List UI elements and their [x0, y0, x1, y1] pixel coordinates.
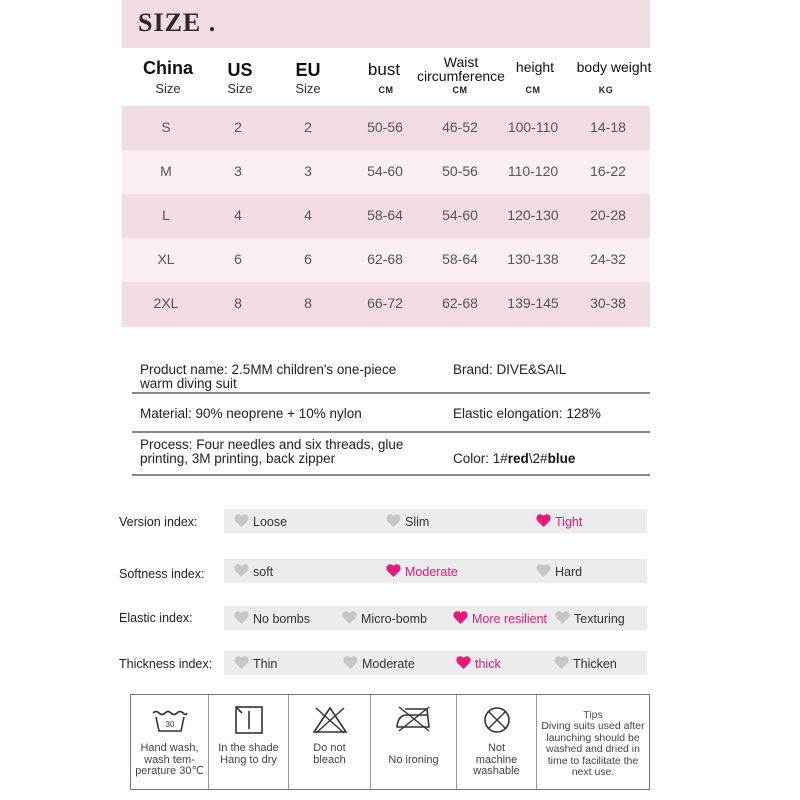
heart-icon — [536, 564, 551, 580]
divider — [132, 431, 650, 433]
cell-waist: 58-64 — [442, 251, 478, 267]
index-option — [234, 514, 287, 530]
cell-height: 130-138 — [507, 251, 559, 267]
header-bust-unit: CM — [378, 85, 394, 95]
index-option-label: thick — [475, 657, 501, 671]
care-no-ironing — [371, 695, 457, 789]
index-option-label: Texturing — [574, 612, 625, 626]
index-bar — [224, 509, 647, 533]
no-bleach-icon — [312, 705, 348, 735]
index-option-label: Thin — [253, 657, 278, 671]
index-option-label: soft — [253, 565, 274, 579]
cell-china: XL — [157, 251, 175, 267]
cell-us: 8 — [234, 295, 242, 311]
care-panel — [130, 694, 650, 790]
cell-bust: 62-68 — [367, 251, 403, 267]
index-option-selected — [386, 564, 458, 580]
cell-height: 120-130 — [507, 207, 559, 223]
process-line2: printing, 3M printing, back zipper — [140, 451, 336, 466]
cell-weight: 16-22 — [590, 163, 626, 179]
cell-height: 139-145 — [507, 295, 559, 311]
cell-waist: 54-60 — [442, 207, 478, 223]
cell-waist: 46-52 — [442, 119, 478, 135]
header-eu-sub: Size — [295, 81, 321, 96]
header-waist-line1: Waist — [443, 54, 479, 70]
cell-us: 2 — [234, 119, 242, 135]
index-option — [536, 564, 582, 580]
cell-eu: 8 — [304, 295, 312, 311]
cell-bust: 66-72 — [367, 295, 403, 311]
index-label: Version index: — [119, 515, 198, 529]
index-option-label: No bombs — [253, 612, 310, 626]
cell-eu: 6 — [304, 251, 312, 267]
no-ironing-text: No ironing — [388, 754, 439, 766]
index-option-label: Slim — [405, 515, 430, 529]
product-name-line2: warm diving suit — [140, 376, 237, 391]
cell-waist: 62-68 — [442, 295, 478, 311]
heart-icon — [342, 611, 357, 627]
cell-height: 110-120 — [507, 163, 559, 179]
heart-icon — [453, 611, 468, 627]
heart-icon — [234, 564, 249, 580]
index-option-label: Tight — [555, 515, 583, 529]
care-tips — [537, 695, 649, 789]
header-weight-unit: KG — [598, 85, 614, 95]
color-red: red — [507, 451, 529, 466]
index-option-selected — [456, 656, 501, 672]
tips-title: Tips — [583, 709, 603, 721]
cell-height: 100-110 — [507, 119, 559, 135]
material: Material: 90% neoprene + 10% nylon — [140, 406, 362, 421]
care-no-bleach — [289, 695, 371, 789]
heart-icon — [555, 611, 570, 627]
cell-us: 4 — [234, 207, 242, 223]
color — [453, 452, 575, 466]
index-option — [386, 514, 429, 530]
divider — [132, 474, 650, 476]
heart-icon — [234, 611, 249, 627]
elastic-elongation: Elastic elongation: 128% — [453, 406, 601, 421]
cell-waist: 50-56 — [442, 163, 478, 179]
cell-bust: 58-64 — [367, 207, 403, 223]
heart-icon — [386, 514, 401, 530]
no-bleach-text: Do not bleach — [313, 742, 346, 766]
cell-weight: 14-18 — [590, 119, 626, 135]
color-prefix: Color: 1# — [453, 451, 508, 466]
index-option-label: Thicken — [573, 657, 617, 671]
product-name-line1: Product name: 2.5MM children's one-piece — [140, 362, 397, 377]
no-machine-wash-text: Not machine washable — [473, 742, 520, 777]
index-option — [343, 656, 415, 672]
index-option-label: Micro-bomb — [361, 612, 427, 626]
shade-dry-icon — [234, 705, 264, 735]
header-bust: bust — [367, 60, 401, 79]
wash-temp-label: 30 — [165, 720, 174, 729]
cell-us: 6 — [234, 251, 242, 267]
cell-china: L — [162, 207, 170, 223]
header-body-weight: body weight — [576, 59, 652, 75]
care-shade-dry — [209, 695, 289, 789]
index-label: Elastic index: — [119, 611, 193, 625]
header-us: US — [227, 60, 253, 80]
index-option — [554, 656, 617, 672]
care-hand-wash — [131, 695, 209, 789]
cell-weight: 30-38 — [590, 295, 626, 311]
index-option-selected — [536, 514, 582, 530]
index-label: Thickness index: — [119, 657, 213, 671]
cell-bust: 50-56 — [367, 119, 403, 135]
heart-icon — [456, 656, 471, 672]
index-option-label: Moderate — [362, 657, 415, 671]
no-machine-wash-icon — [482, 705, 512, 735]
index-option — [234, 564, 273, 580]
index-option — [234, 611, 310, 627]
cell-eu: 3 — [304, 163, 312, 179]
index-option-label: Loose — [253, 515, 288, 529]
hand-wash-icon — [151, 705, 189, 735]
color-sep: \2# — [528, 451, 548, 466]
header-waist-unit: CM — [452, 85, 468, 95]
index-option — [342, 611, 427, 627]
index-option-label: Moderate — [405, 565, 458, 579]
care-no-machine-wash — [457, 695, 537, 789]
header-height: height — [515, 59, 555, 75]
header-china-sub: Size — [155, 81, 181, 96]
index-label: Softness index: — [119, 567, 205, 581]
heart-icon — [536, 514, 551, 530]
brand: Brand: DIVE&SAIL — [453, 362, 567, 377]
header-height-unit: CM — [525, 85, 541, 95]
cell-eu: 4 — [304, 207, 312, 223]
cell-weight: 24-32 — [590, 251, 626, 267]
header-china: China — [142, 58, 194, 78]
header-waist-line2: circumference — [417, 68, 505, 84]
index-option — [555, 611, 625, 627]
cell-china: S — [161, 119, 171, 135]
cell-bust: 54-60 — [367, 163, 403, 179]
shade-dry-text: In the shade Hang to dry — [218, 742, 279, 766]
header-us-sub: Size — [227, 81, 253, 96]
cell-eu: 2 — [304, 119, 312, 135]
color-blue: blue — [547, 451, 576, 466]
header-eu: EU — [295, 60, 321, 80]
heart-icon — [343, 656, 358, 672]
cell-us: 3 — [234, 163, 242, 179]
heart-icon — [234, 514, 249, 530]
heart-icon — [234, 656, 249, 672]
process-line1: Process: Four needles and six threads, glue — [140, 437, 404, 452]
index-option-label: Hard — [555, 565, 583, 579]
tips-text: Diving suits used after launching should be washed and dried in time to facilitate the next use. — [541, 720, 645, 778]
cell-weight: 20-28 — [590, 207, 626, 223]
index-option — [234, 656, 277, 672]
index-option-label: More resilient — [472, 612, 548, 626]
heart-icon — [554, 656, 569, 672]
cell-china: M — [160, 163, 172, 179]
divider — [132, 392, 650, 394]
cell-china: 2XL — [153, 295, 179, 311]
index-option-selected — [453, 611, 547, 627]
hand-wash-text: Hand wash, wash tem- perature 30℃ — [135, 742, 204, 777]
heart-icon — [386, 564, 401, 580]
size-chart-title: SIZE . — [138, 8, 217, 37]
no-ironing-icon — [395, 705, 433, 733]
